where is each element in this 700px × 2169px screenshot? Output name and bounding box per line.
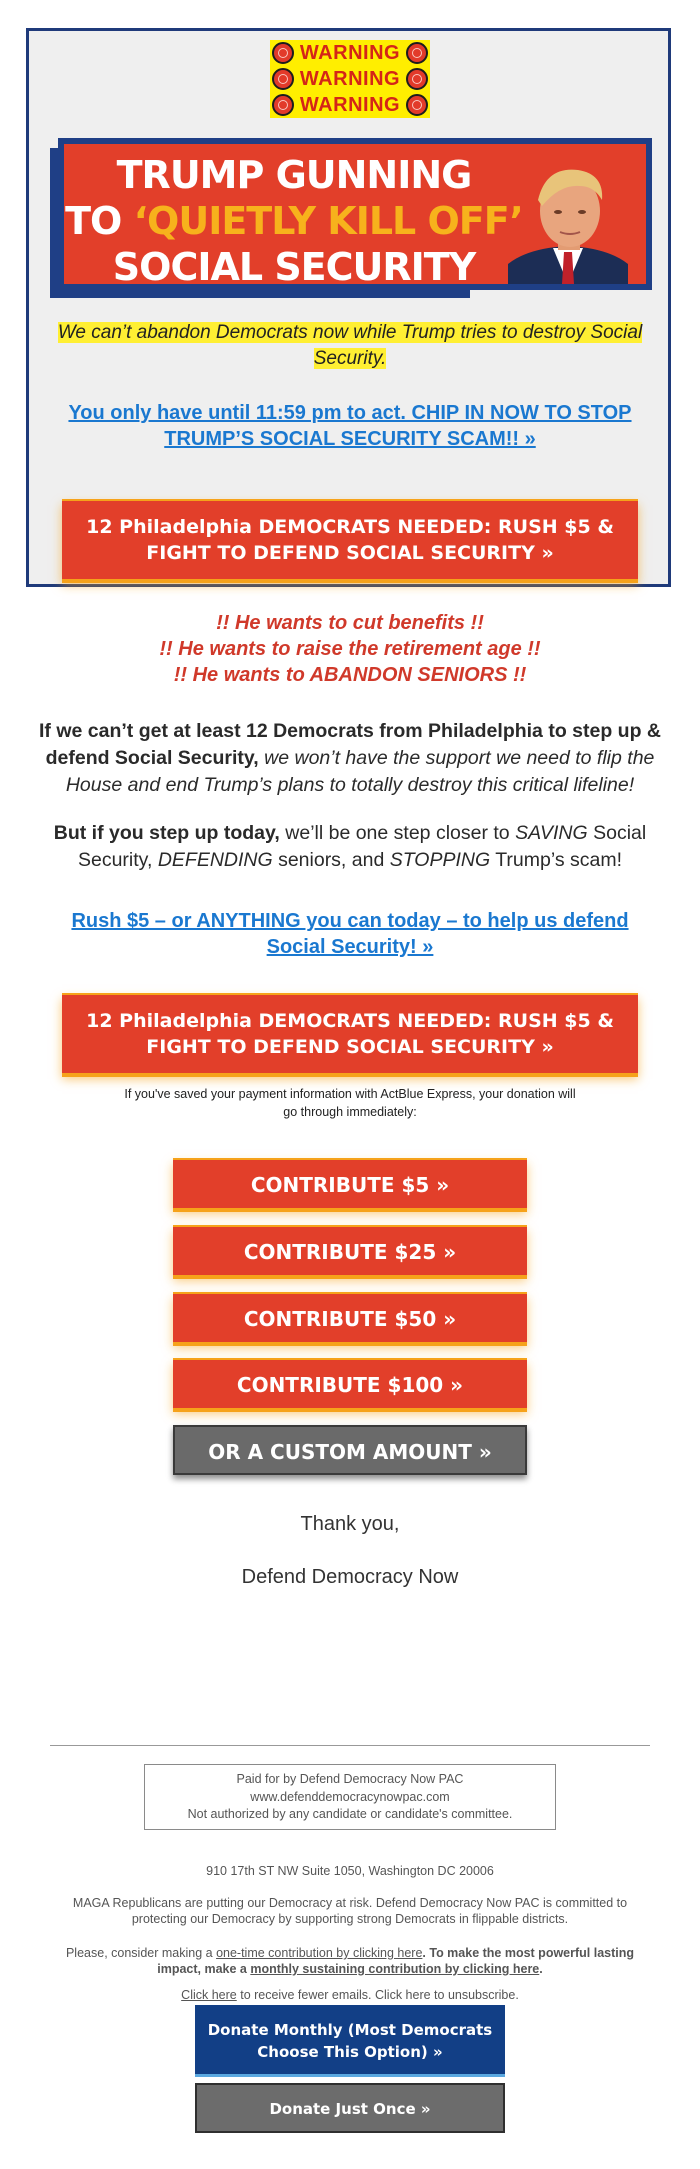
- monthly-contribution-link[interactable]: monthly sustaining contribution by clicking here: [250, 1962, 540, 1976]
- contribute-5-button[interactable]: CONTRIBUTE $5 »: [173, 1158, 527, 1208]
- stop-sign-icon: [272, 94, 294, 116]
- custom-amount-button[interactable]: OR A CUSTOM AMOUNT »: [173, 1425, 527, 1475]
- website-line: www.defenddemocracynowpac.com: [250, 1789, 450, 1804]
- intro-text: We can’t abandon Democrats now while Trump tries to destroy Social Security.: [57, 322, 643, 369]
- body-paragraph-2: But if you step up today, we’ll be one step closer to SAVING Social Security, DEFENDING seniors, and STOPPING Trump’s scam!: [53, 822, 647, 871]
- headline-banner[interactable]: [58, 138, 652, 290]
- warning-row: [270, 40, 430, 66]
- rush-link[interactable]: Rush $5 – or ANYTHING you can today – to help us defend Social Security! »: [71, 910, 629, 958]
- contribute-50-button[interactable]: CONTRIBUTE $50 »: [173, 1292, 527, 1342]
- warning-label: WARNING: [299, 93, 401, 116]
- bullet-list: [40, 610, 660, 688]
- contribute-25-button[interactable]: CONTRIBUTE $25 »: [173, 1225, 527, 1275]
- deadline-link[interactable]: You only have until 11:59 pm to act. CHIP IN NOW TO STOP TRUMP’S SOCIAL SECURITY SCAM!! »: [68, 402, 632, 450]
- stop-sign-icon: [272, 68, 294, 90]
- stop-sign-icon: [406, 94, 428, 116]
- stop-sign-icon: [272, 42, 294, 64]
- fewer-emails-link[interactable]: Click here: [181, 1988, 237, 2002]
- footer-mission: MAGA Republicans are putting our Democracy at risk. Defend Democracy Now PAC is committed to protecting our Democracy by supporting strong Democrats in flippable districts.: [72, 1896, 628, 1926]
- footer-fewer-emails: Click here to receive fewer emails. Click here to unsubscribe.: [181, 1988, 519, 2002]
- banner-highlight: ‘QUIETLY KILL OFF’: [133, 199, 523, 243]
- bullet-item: !! He wants to ABANDON SENIORS !!: [173, 664, 527, 686]
- paid-for-line: Paid for by Defend Democracy Now PAC: [236, 1772, 464, 1786]
- footer-divider: [50, 1745, 650, 1746]
- bullet-item: !! He wants to raise the retirement age !!: [159, 638, 541, 660]
- footer-address: 910 17th ST NW Suite 1050, Washington DC 20006: [206, 1864, 494, 1878]
- rush-link-container: [50, 908, 650, 960]
- stop-sign-icon: [406, 42, 428, 64]
- banner-line-3: SOCIAL SECURITY: [112, 245, 476, 284]
- warning-label: WARNING: [299, 67, 401, 90]
- warning-stack: [270, 40, 430, 118]
- signature-text: Defend Democracy Now: [241, 1566, 459, 1588]
- cta-main-button-top[interactable]: 12 Philadelphia DEMOCRATS NEEDED: RUSH $5 & FIGHT TO DEFEND SOCIAL SECURITY »: [62, 499, 638, 579]
- banner-line-1: TRUMP GUNNING: [116, 153, 472, 197]
- cta-main-button-bottom[interactable]: 12 Philadelphia DEMOCRATS NEEDED: RUSH $5 & FIGHT TO DEFEND SOCIAL SECURITY »: [62, 993, 638, 1073]
- donate-monthly-button[interactable]: Donate Monthly (Most Democrats Choose This Option) »: [195, 2005, 505, 2077]
- contribute-100-button[interactable]: CONTRIBUTE $100 »: [173, 1358, 527, 1408]
- trump-portrait: [498, 156, 638, 284]
- one-time-contribution-link[interactable]: one-time contribution by clicking here: [216, 1946, 423, 1960]
- donate-once-button[interactable]: Donate Just Once »: [195, 2083, 505, 2133]
- body-paragraph-1: If we can’t get at least 12 Democrats from Philadelphia to step up & defend Social Security, we won’t have the support we need to flip the House and end Trump’s plans to totally destroy this critical lifeline!: [39, 720, 661, 796]
- banner-line-2: TO ‘QUIETLY KILL OFF’: [65, 199, 523, 243]
- banner-headline: [64, 152, 524, 284]
- deadline-link-container: [40, 400, 660, 452]
- warning-label: WARNING: [299, 41, 401, 64]
- footer-consider: Please, consider making a one-time contribution by clicking here. To make the most powerful lasting impact, make a monthly sustaining contribution by clicking here.: [65, 1946, 635, 1976]
- stop-sign-icon: [406, 68, 428, 90]
- actblue-express-note: If you've saved your payment information with ActBlue Express, your donation will go through immediately:: [124, 1087, 576, 1119]
- warning-row: [270, 92, 430, 118]
- paid-for-box: [144, 1764, 556, 1830]
- thank-you-text: Thank you,: [300, 1513, 400, 1535]
- not-authorized-line: Not authorized by any candidate or candidate's committee.: [187, 1807, 513, 1821]
- warning-row: [270, 66, 430, 92]
- bullet-item: !! He wants to cut benefits !!: [216, 612, 484, 634]
